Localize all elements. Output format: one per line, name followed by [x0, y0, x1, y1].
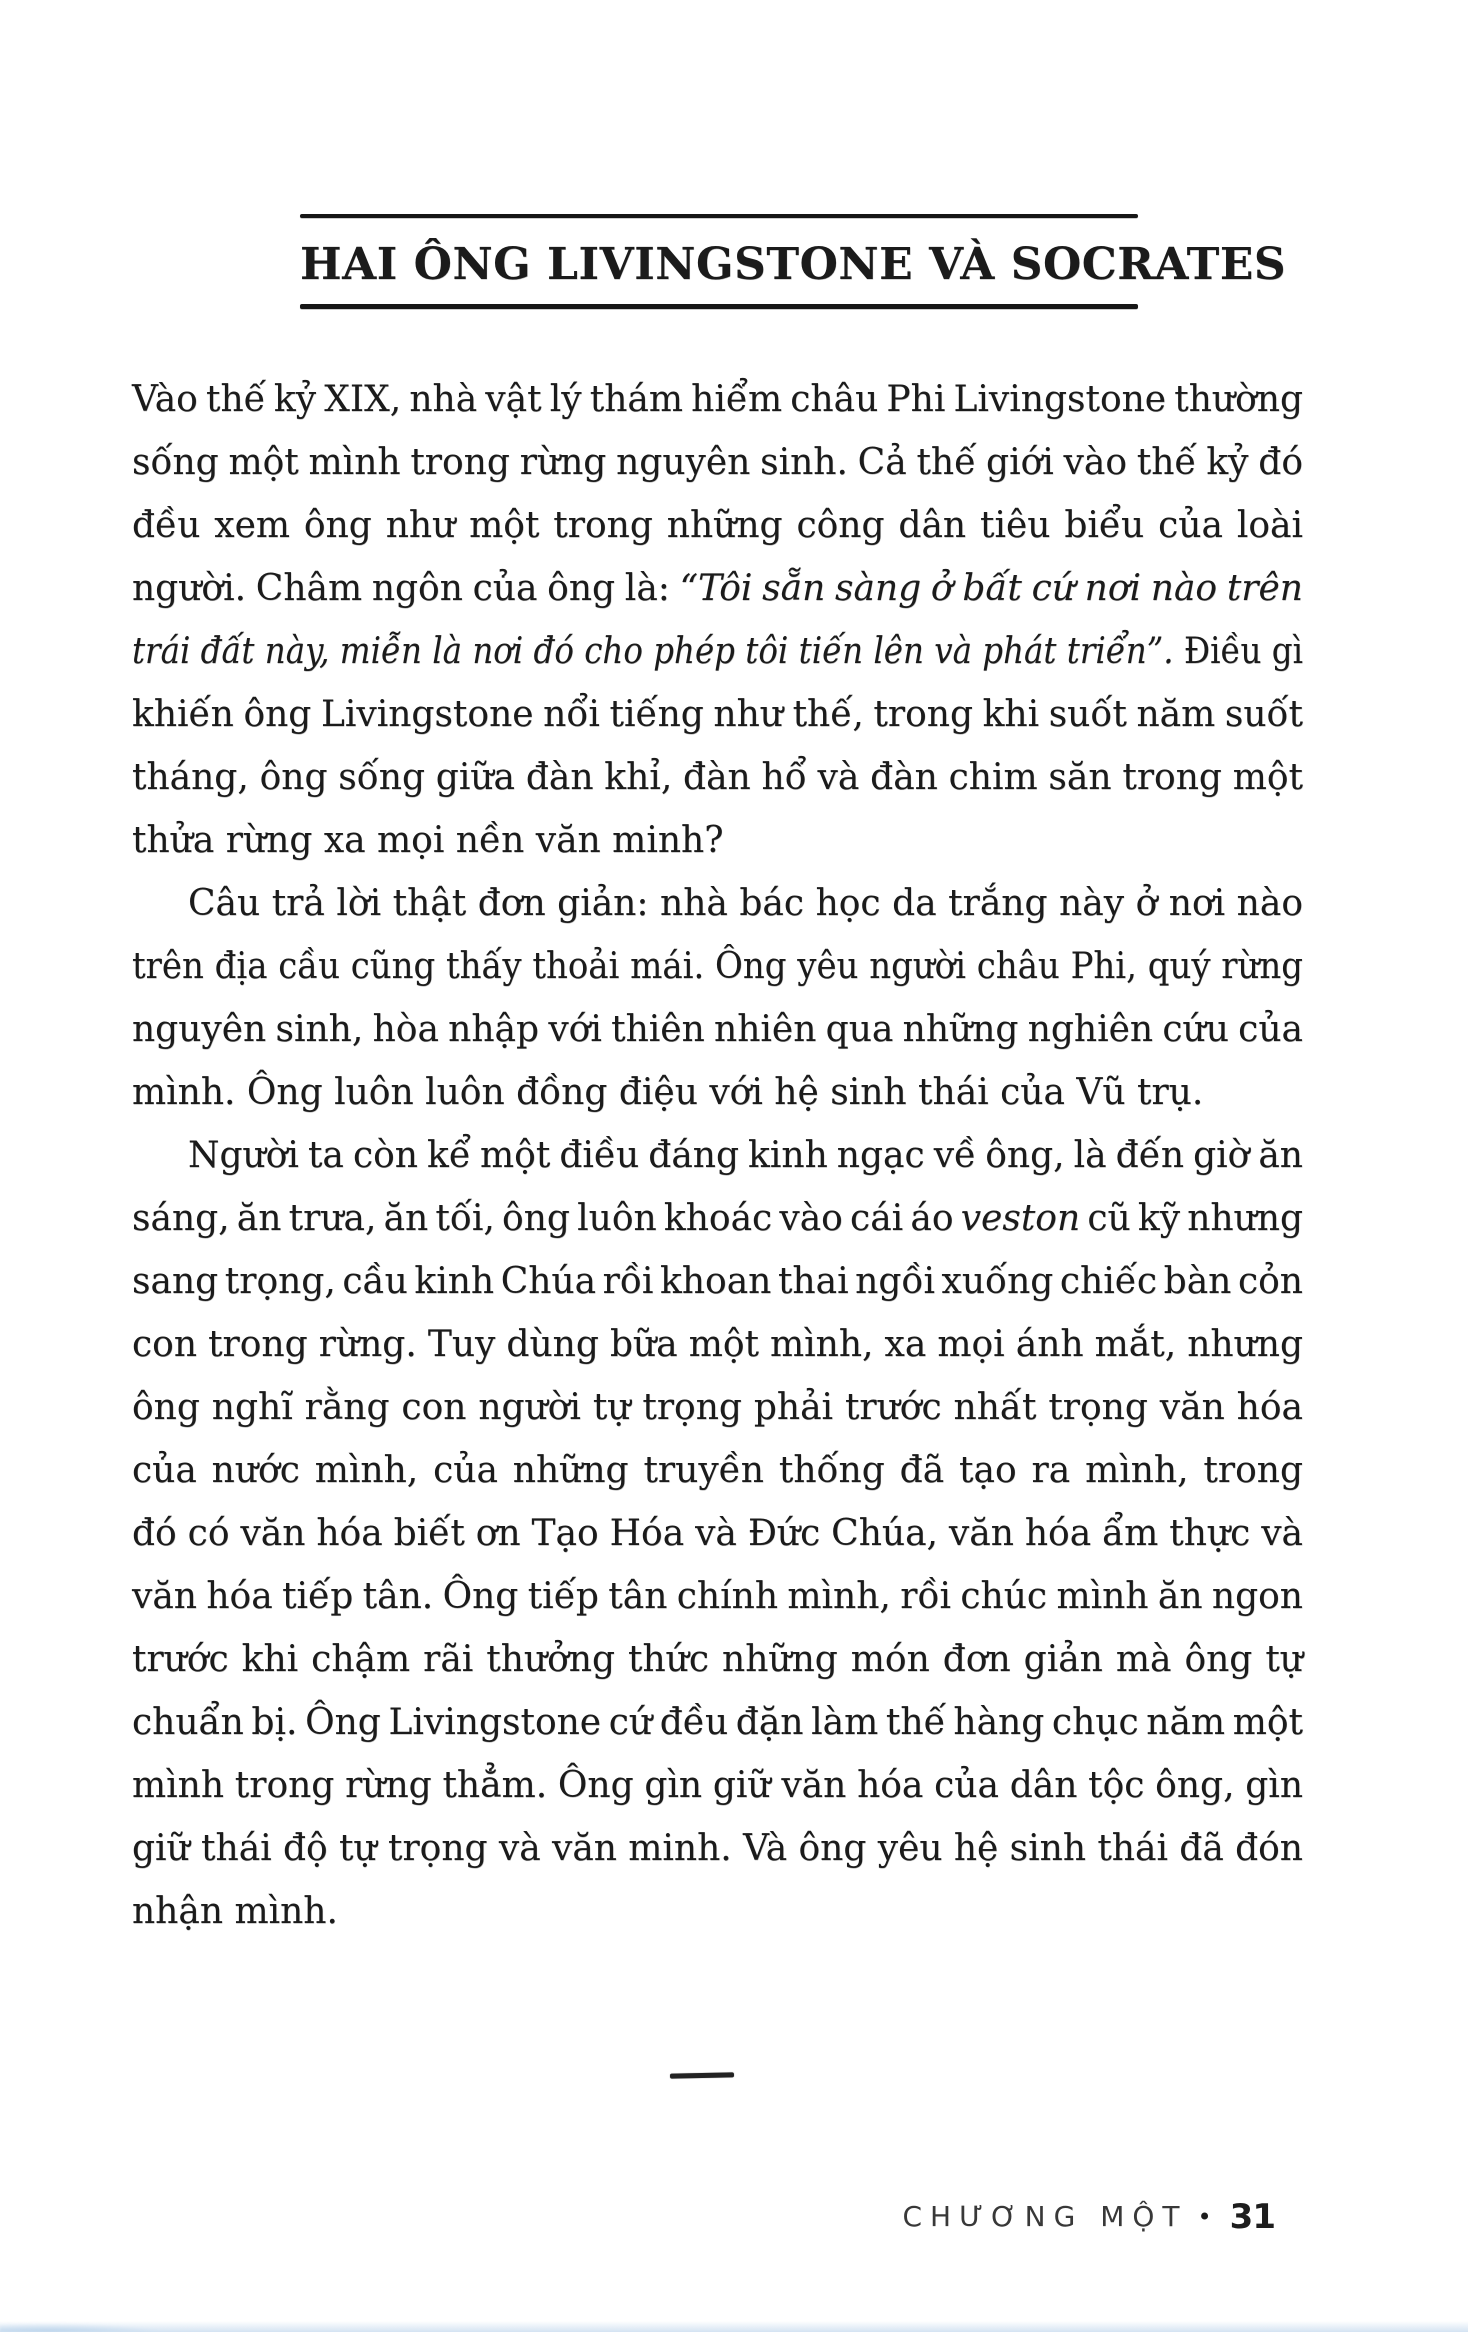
text-line: Vào thế kỷ XIX, nhà vật lý thám hiểm châu Phi Livingstone thường	[132, 379, 1303, 420]
chapter-title-block	[300, 214, 1287, 309]
text-line: người. Châm ngôn của ông là: “Tôi sẵn sàng ở bất cứ nơi nào trên	[132, 568, 1303, 609]
text-line: đều xem ông như một trong những công dân tiêu biểu của loài	[132, 505, 1303, 546]
page-number: 31	[1229, 2197, 1275, 2237]
text-line: trước khi chậm rãi thưởng thức những món đơn giản mà ông tự	[132, 1639, 1303, 1680]
page-title: HAI ÔNG LIVINGSTONE VÀ SOCRATES	[300, 239, 1287, 290]
text-line: mình trong rừng thẳm. Ông gìn giữ văn hóa của dân tộc ông, gìn	[132, 1765, 1303, 1806]
body-text	[132, 368, 1303, 1943]
text-line: văn hóa tiếp tân. Ông tiếp tân chính mình, rồi chúc mình ăn ngon	[132, 1576, 1303, 1617]
text-line: mình. Ông luôn luôn đồng điệu với hệ sinh thái của Vũ trụ.	[132, 1072, 1204, 1113]
paragraph	[132, 872, 1303, 1124]
paragraph	[132, 368, 1303, 872]
text-line: sang trọng, cầu kinh Chúa rồi khoan thai ngồi xuống chiếc bàn cỏn	[132, 1261, 1303, 1302]
text-line: chuẩn bị. Ông Livingstone cứ đều đặn làm thế hàng chục năm một	[132, 1702, 1303, 1743]
scan-edge	[0, 2321, 1468, 2332]
chapter-label: CHƯƠNG MỘT	[902, 2200, 1188, 2233]
text-line: trái đất này, miễn là nơi đó cho phép tôi tiến lên và phát triển”. Điều gì	[132, 631, 1303, 672]
text-line: thửa rừng xa mọi nền văn minh?	[132, 820, 724, 861]
bullet-separator: •	[1197, 2203, 1212, 2231]
text-line: con trong rừng. Tuy dùng bữa một mình, xa mọi ánh mắt, nhưng	[132, 1324, 1303, 1365]
text-line: giữ thái độ tự trọng và văn minh. Và ông yêu hệ sinh thái đã đón	[132, 1828, 1303, 1869]
text-line: sống một mình trong rừng nguyên sinh. Cả thế giới vào thế kỷ đó	[132, 442, 1303, 483]
text-line: khiến ông Livingstone nổi tiếng như thế, trong khi suốt năm suốt	[132, 694, 1303, 735]
page-footer	[902, 2197, 1275, 2237]
text-line: sáng, ăn trưa, ăn tối, ông luôn khoác vào cái áo veston cũ kỹ nhưng	[132, 1198, 1304, 1239]
text-line: trên địa cầu cũng thấy thoải mái. Ông yêu người châu Phi, quý rừng	[132, 946, 1303, 987]
text-line: đó có văn hóa biết ơn Tạo Hóa và Đức Chúa, văn hóa ẩm thực và	[132, 1513, 1303, 1554]
text-line: nguyên sinh, hòa nhập với thiên nhiên qua những nghiên cứu của	[132, 1009, 1303, 1050]
paragraph	[132, 1124, 1303, 1943]
text-line: Câu trả lời thật đơn giản: nhà bác học da trắng này ở nơi nào	[188, 883, 1303, 924]
text-line: Người ta còn kể một điều đáng kinh ngạc về ông, là đến giờ ăn	[188, 1135, 1303, 1176]
text-line: tháng, ông sống giữa đàn khỉ, đàn hổ và đàn chim săn trong một	[132, 757, 1304, 798]
text-line: ông nghĩ rằng con người tự trọng phải trước nhất trọng văn hóa	[132, 1387, 1303, 1428]
text-line: nhận mình.	[132, 1891, 338, 1932]
text-line: của nước mình, của những truyền thống đã tạo ra mình, trong	[132, 1450, 1303, 1491]
title-rule-bottom	[300, 304, 1138, 309]
section-divider	[670, 2072, 734, 2078]
